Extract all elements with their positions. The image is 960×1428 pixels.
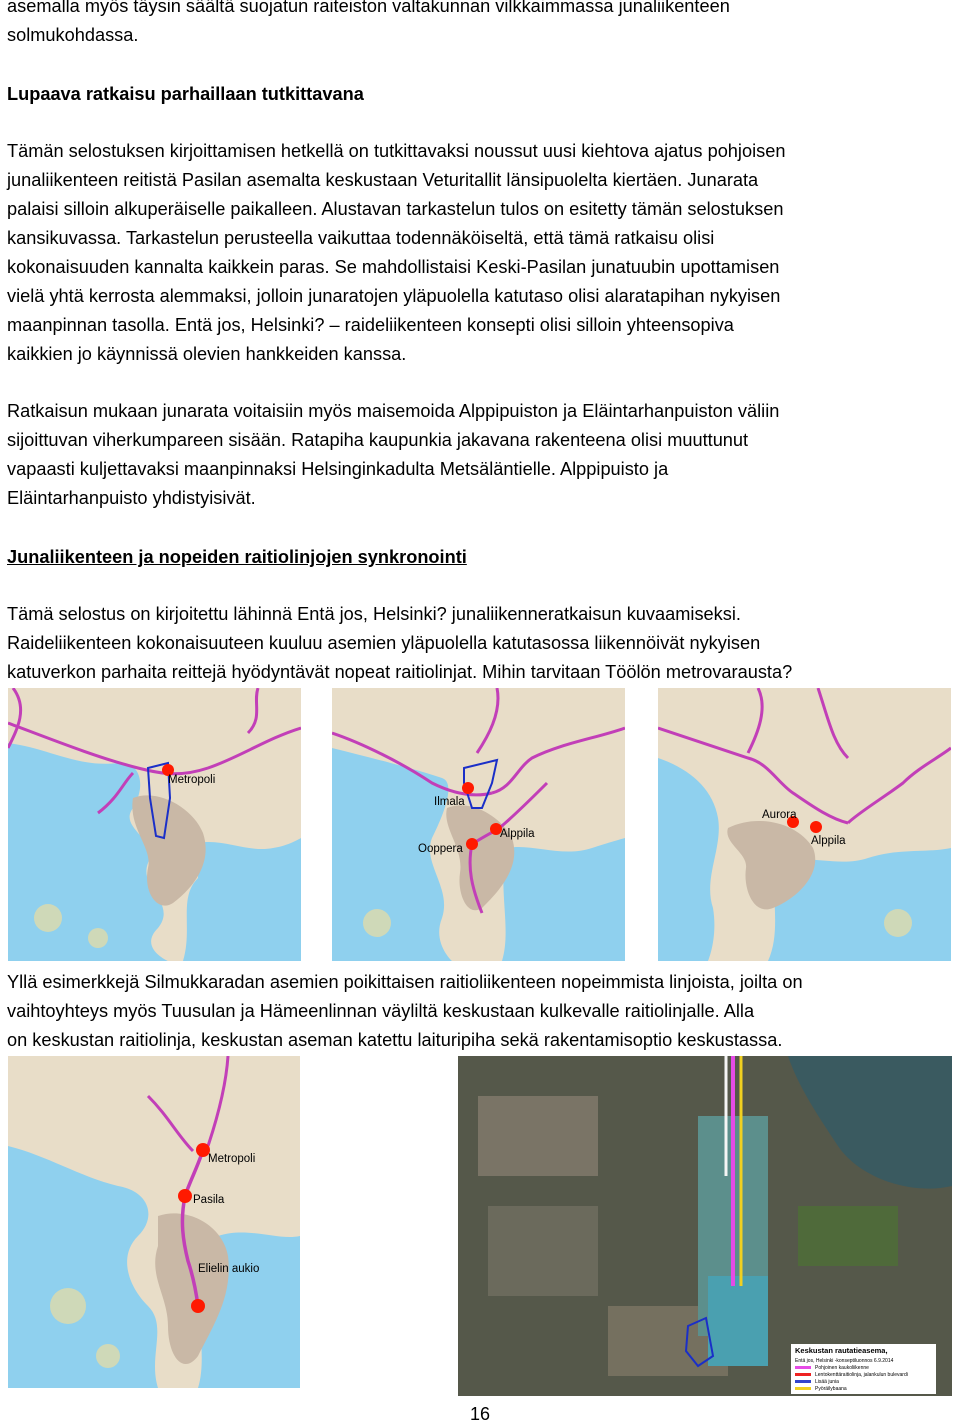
text-line: kansikuvassa. Tarkastelun perusteella vaikuttaa todennäköiseltä, että tämä ratkaisu olisi (7, 228, 715, 248)
text-line: sijoittuvan viherkumpareen sisään. Ratapiha kaupunkia jakavana rakenteena olisi muuttunut (7, 430, 749, 450)
caption (7, 968, 957, 1055)
map-island (884, 909, 912, 937)
station-label: Aurora (762, 809, 797, 821)
text-line: Ratkaisun mukaan junarata voitaisiin myös maisemoida Alppipuiston ja Eläintarhanpuiston väliin (7, 401, 780, 421)
map-water (502, 838, 625, 961)
station-label: Elielin aukio (198, 1263, 260, 1275)
aerial-block (478, 1096, 598, 1176)
aerial-park (798, 1206, 898, 1266)
paragraph (7, 137, 957, 369)
station-label: Ooppera (418, 843, 463, 855)
text-line: Raideliikenteen kokonaisuuteen kuuluu asemien yläpuolella katutasossa liikennöivät nykyisen (7, 633, 761, 653)
legend-swatch (795, 1366, 811, 1369)
station-label: Ilmala (434, 796, 465, 808)
station-marker (810, 821, 822, 833)
legend-item: Lentokenttäraitiolinja, jalankulun bulevardi (815, 1372, 908, 1378)
station-marker (191, 1299, 205, 1313)
station-marker (466, 838, 478, 850)
map-ooppera (332, 688, 625, 961)
legend-item: Pyöräilybaana (815, 1386, 847, 1392)
legend-title: Keskustan rautatieasema, (795, 1346, 888, 1355)
aerial-block (488, 1206, 598, 1296)
legend-swatch (795, 1387, 811, 1390)
text-line: junaliikenteen reitistä Pasilan asemalta keskustaan Veturitallit länsipuolelta kiertäen. Junarata (7, 170, 759, 190)
text-line: Tämä selostus on kirjoitettu lähinnä Entä jos, Helsinki? junaliikenneratkaisun kuvaamiseksi. (7, 604, 741, 624)
text-line: kaikkien jo käynnissä olevien hankkeiden kanssa. (7, 344, 407, 364)
page-number: 16 (470, 1404, 491, 1424)
map-island (34, 904, 62, 932)
map-island (50, 1288, 86, 1324)
text-line: Tämän selostuksen kirjoittamisen hetkellä on tutkittavaksi noussut uusi kiehtova ajatus pohjoisen (7, 141, 786, 161)
text-line: Yllä esimerkkejä Silmukkaradan asemien poikittaisen raitioliikenteen nopeimmista linjoista, joilta on (7, 972, 803, 992)
aerial-station-image (458, 1056, 952, 1396)
map-tramline-center (8, 1056, 300, 1388)
map-island (96, 1344, 120, 1368)
map-aurora (658, 688, 951, 961)
station-label: Alppila (500, 828, 535, 840)
text-line: vapaasti kuljettavaksi maanpinnaksi Helsinginkadulta Metsäläntielle. Alppipuisto ja (7, 459, 669, 479)
map-island (363, 909, 391, 937)
text-line: vaihtoyhteys myös Tuusulan ja Hämeenlinnan väyliltä keskustaan kulkevalle raitiolinjalle. Alla (7, 1001, 755, 1021)
station-label: Pasila (193, 1194, 225, 1206)
text-line: maanpinnan tasolla. Entä jos, Helsinki? – raideliikenteen konsepti olisi silloin yhteensopiva (7, 315, 734, 335)
station-platform (708, 1276, 768, 1366)
legend-subtitle: Entä jos, Helsinki -konseptiluonnos 6.9.2014 (795, 1358, 894, 1364)
station-label: Metropoli (208, 1153, 256, 1165)
map-metropoli (8, 688, 301, 961)
station-label: Alppila (811, 835, 846, 847)
text-line: asemalla myös täysin säältä suojatun raiteiston valtakunnan vilkkaimmassa junaliikenteen (7, 0, 730, 16)
section-heading: Lupaava ratkaisu parhaillaan tutkittavana (7, 84, 364, 104)
text-line: on keskustan raitiolinja, keskustan aseman katettu laituripiha sekä rakentamisoptio keskustassa. (7, 1030, 783, 1050)
section-heading: Junaliikenteen ja nopeiden raitiolinjojen synkronointi (7, 547, 467, 567)
legend-swatch (795, 1373, 811, 1376)
text-line: palaisi silloin alkuperäiselle paikalleen. Alustavan tarkastelun tulos on esitetty tämän selostuksen (7, 199, 784, 219)
text-line: katuverkon parhaita reittejä hyödyntävät nopeat raitiolinjat. Mihin tarvitaan Töölön metrovarausta? (7, 662, 793, 682)
paragraph (7, 397, 957, 513)
intro-paragraph (7, 0, 957, 50)
paragraph (7, 600, 957, 687)
station-marker (462, 782, 474, 794)
station-marker (178, 1189, 192, 1203)
legend-swatch (795, 1380, 811, 1383)
map-island (88, 928, 108, 948)
legend-item: Pohjoinen kaukoliikenne (815, 1365, 869, 1371)
text-line: solmukohdassa. (7, 25, 139, 45)
text-line: kokonaisuuden kannalta kaikkein paras. Se mahdollistaisi Keski-Pasilan junatuubin upottamisen (7, 257, 780, 277)
legend-item: Lisää junia (815, 1379, 839, 1385)
text-line: vielä yhtä kerrosta alemmaksi, jolloin junaratojen yläpuolella katutaso olisi alaratapihan nykyisen (7, 286, 781, 306)
text-line: Eläintarhanpuisto yhdistyisivät. (7, 488, 256, 508)
station-label: Metropoli (168, 774, 216, 786)
